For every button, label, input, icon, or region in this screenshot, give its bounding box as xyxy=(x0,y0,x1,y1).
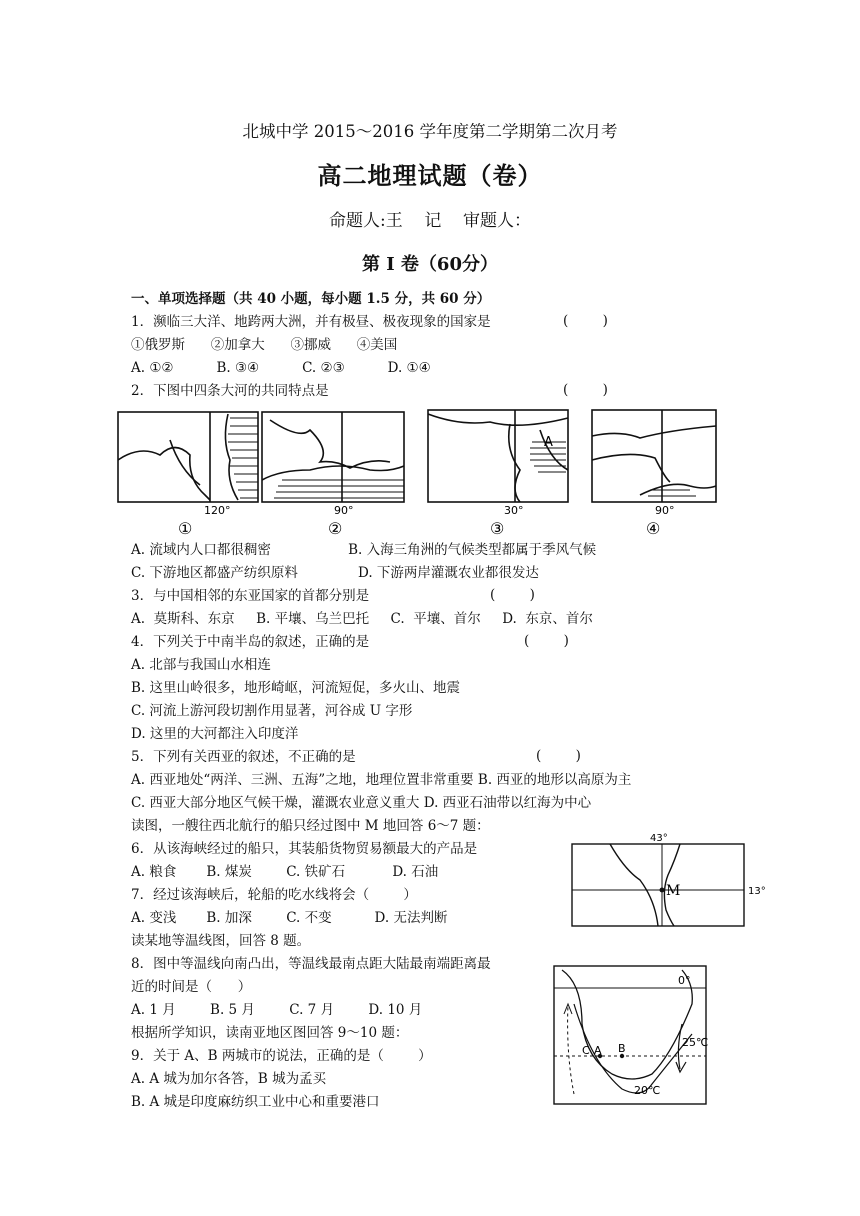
volume-heading: 第 I 卷（60分） xyxy=(361,254,498,275)
q5-options-cd: C. 西亚大部分地区气候干燥，灌溉农业意义重大 D. 西亚石油带以红海为中心 xyxy=(131,795,592,811)
q9-option-b: B. A 城是印度麻纺织工业中心和重要港口 xyxy=(131,1094,380,1110)
q4-option-c: C. 河流上游河段切割作用显著，河谷成 U 字形 xyxy=(131,703,413,719)
question-4: 4．下列关于中南半岛的叙述，正确的是 xyxy=(131,634,370,650)
q1-options: A. ①② B. ③④ C. ②③ D. ①④ xyxy=(131,360,431,376)
meridian-label-1: 120° xyxy=(204,504,231,517)
isotherm-map xyxy=(552,964,712,1106)
question-6: 6．从该海峡经过的船只，其装船货物贸易额最大的产品是 xyxy=(131,841,478,857)
q2-options-ab: A. 流域内人口都很稠密 B. 入海三角洲的气候类型都属于季风气候 xyxy=(131,542,597,558)
question-8-cont: 近的时间是（ ） xyxy=(131,979,252,995)
city-a-label: A xyxy=(594,1044,602,1057)
q4-option-a: A. 北部与我国山水相连 xyxy=(131,657,271,673)
meridian-label-2: 90° xyxy=(334,504,354,517)
school-line: 北城中学 2015～2016 学年度第二学期第二次月考 xyxy=(242,122,618,141)
map-number-2: ② xyxy=(328,519,343,538)
isotherm-20-label: 20℃ xyxy=(634,1084,661,1097)
river-map-3 xyxy=(428,410,568,502)
river-map-2 xyxy=(262,412,404,502)
intro-q8: 读某地等温线图，回答 8 题。 xyxy=(131,933,311,949)
question-2: 2．下图中四条大河的共同特点是 xyxy=(131,383,329,399)
answer-paren-5: ( ) xyxy=(536,748,581,764)
q7-options: A. 变浅 B. 加深 C. 不变 D. 无法判断 xyxy=(131,910,448,926)
answer-paren-1: ( ) xyxy=(563,313,608,329)
question-8: 8．图中等温线向南凸出，等温线最南点距大陆最南端距离最 xyxy=(131,956,491,972)
isotherm-25-label: 25℃ xyxy=(682,1036,709,1049)
latitude-label: 13° xyxy=(748,886,766,897)
map-number-1: ① xyxy=(178,519,193,538)
question-1: 1．濒临三大洋、地跨两大洲，并有极昼、极夜现象的国家是 xyxy=(131,314,491,330)
question-5: 5．下列有关西亚的叙述，不正确的是 xyxy=(131,749,356,765)
answer-paren-2: ( ) xyxy=(563,382,608,398)
q6-options: A. 粮食 B. 煤炭 C. 铁矿石 D. 石油 xyxy=(131,864,439,880)
city-b-label: B xyxy=(618,1042,626,1055)
q9-option-a: A. A 城为加尔各答，B 城为孟买 xyxy=(131,1071,327,1087)
page-title: 高二地理试题（卷） xyxy=(317,161,543,190)
question-7: 7．经过该海峡后，轮船的吃水线将会（ ） xyxy=(131,887,417,903)
longitude-label: 43° xyxy=(650,833,668,844)
q5-options-ab: A. 西亚地处“两洋、三洲、五海”之地，地理位置非常重要 B. 西亚的地形以高原为主 xyxy=(131,772,632,788)
question-3: 3．与中国相邻的东亚国家的首都分别是 xyxy=(131,588,370,604)
intro-q6-7: 读图，一艘往西北航行的船只经过图中 M 地回答 6～7 题： xyxy=(131,818,490,834)
q2-options-cd: C. 下游地区都盛产纺织原料 D. 下游两岸灌溉农业都很发达 xyxy=(131,565,539,581)
map-number-4: ④ xyxy=(646,519,661,538)
answer-paren-3: ( ) xyxy=(490,587,535,603)
river-map-1 xyxy=(118,412,258,502)
river-map-4 xyxy=(592,410,716,502)
point-a-label: A xyxy=(544,435,553,450)
intro-q9-10: 根据所学知识，读南亚地区图回答 9～10 题： xyxy=(131,1025,409,1041)
meridian-label-3: 30° xyxy=(504,504,524,517)
answer-paren-4: ( ) xyxy=(524,633,569,649)
q3-options: A. 莫斯科、东京 B. 平壤、乌兰巴托 C. 平壤、首尔 D. 东京、首尔 xyxy=(131,611,593,627)
strait-map xyxy=(570,830,770,930)
q8-options: A. 1 月 B. 5 月 C. 7 月 D. 10 月 xyxy=(131,1002,423,1018)
q1-items: ①俄罗斯 ②加拿大 ③挪威 ④美国 xyxy=(131,337,398,353)
equator-label: 0° xyxy=(678,974,691,987)
point-m-label: M xyxy=(666,883,681,899)
q4-option-d: D. 这里的大河都注入印度洋 xyxy=(131,726,299,742)
authors-line: 命题人:王 记 审题人： xyxy=(329,211,531,231)
question-9: 9．关于 A、B 两城市的说法，正确的是（ ） xyxy=(131,1048,432,1064)
meridian-label-4: 90° xyxy=(655,504,675,517)
river-maps-figure xyxy=(110,400,720,540)
section-heading: 一、单项选择题（共 40 小题，每小题 1.5 分，共 60 分） xyxy=(131,291,491,307)
q4-option-b: B. 这里山岭很多，地形崎岖，河流短促，多火山、地震 xyxy=(131,680,461,696)
map-number-3: ③ xyxy=(490,519,505,538)
city-c-label: C xyxy=(582,1044,590,1057)
